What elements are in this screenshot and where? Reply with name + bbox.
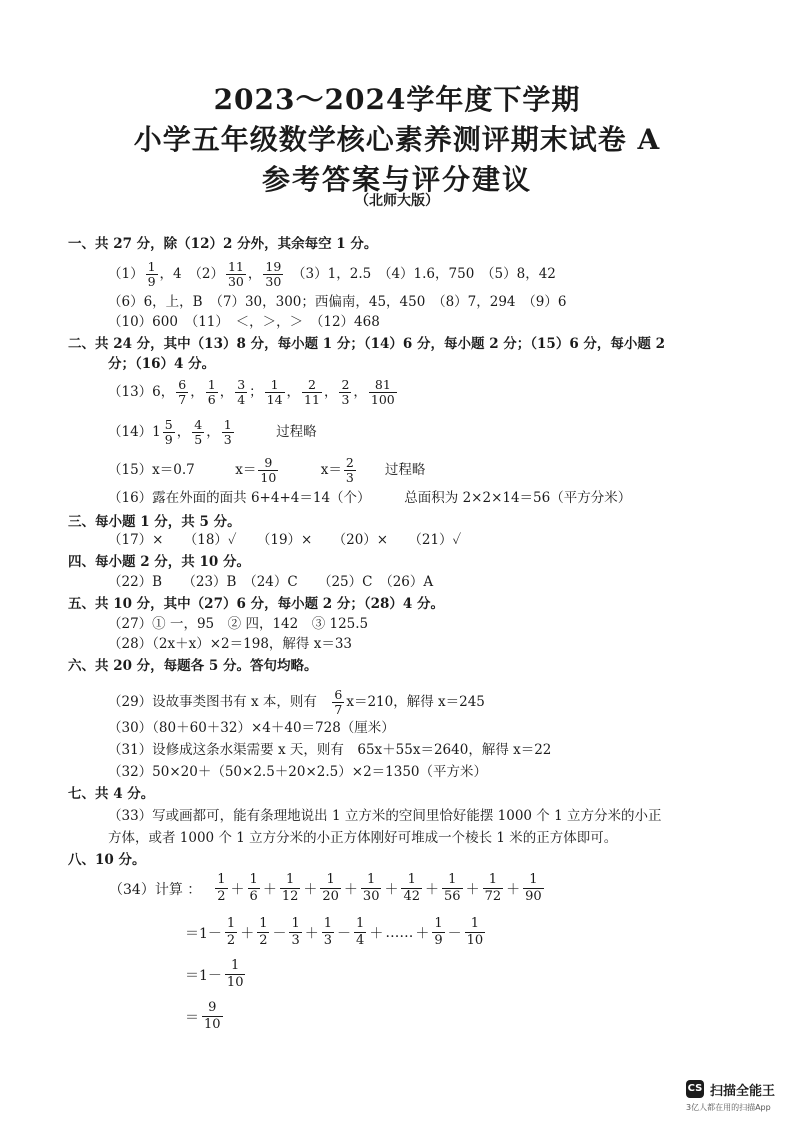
q15-answer bbox=[108, 456, 425, 485]
fraction: $\frac{1}{42}$ bbox=[403, 872, 421, 904]
q15-x: x＝ bbox=[320, 462, 342, 478]
q28-answer: （28）（2x＋x）×2＝198，解得 x＝33 bbox=[108, 636, 352, 652]
q33-line-2: 方体，或者 1000 个 1 立方分米的小正方体刚好可堆成一个棱长 1 米的正方体即可。 bbox=[108, 830, 618, 846]
fraction: $\frac{1}{90}$ bbox=[525, 872, 542, 904]
q14-label: （14）1 bbox=[108, 424, 161, 440]
section-1-title: 一、共 27 分，除（12）2 分外，其余每空 1 分。 bbox=[68, 236, 378, 252]
q14-note: 过程略 bbox=[276, 424, 317, 440]
section-3-title: 三、每小题 1 分，共 5 分。 bbox=[68, 514, 241, 530]
q16-answer: （16）露在外面的面共 6+4+4＝14（个） 总面积为 2×2×14＝56（平方分米） bbox=[108, 490, 632, 506]
section-7-title: 七、共 4 分。 bbox=[68, 786, 155, 802]
q2-label: （2） bbox=[195, 266, 224, 282]
fraction: $\frac{1}{3}$ bbox=[291, 916, 300, 948]
fraction: $\frac{1}{30}$ bbox=[362, 872, 380, 904]
fraction: $\frac{1}{3}$ bbox=[323, 916, 333, 948]
page-title-exam: 小学五年级数学核心素养测评期末试卷 A bbox=[133, 123, 661, 156]
page-title-year: 2023～2024学年度下学期 bbox=[213, 83, 581, 116]
fraction: $\frac{1}{10}$ bbox=[226, 958, 244, 990]
q34-line-3: ＝1－ $\frac{1}{10}$ bbox=[185, 958, 244, 990]
q5-answer: （5）8，42 bbox=[487, 266, 556, 282]
fraction: $\frac{11}{30}$ bbox=[227, 259, 244, 289]
section-8-title: 八、10 分。 bbox=[68, 852, 146, 868]
q13-label: （13）6， bbox=[108, 384, 175, 400]
edition-label: （北师大版） bbox=[355, 193, 439, 209]
q15-label: （15）x＝0.7 bbox=[108, 462, 195, 478]
fraction: $\frac{1}{20}$ bbox=[322, 872, 339, 904]
q34-label: （34）计算 ： bbox=[109, 881, 202, 898]
q15-x: x＝ bbox=[235, 462, 257, 478]
q27-answer: （27）① 一，95 ② 四，142 ③ 125.5 bbox=[108, 616, 369, 632]
fraction: $\frac{1}{6}$ bbox=[207, 377, 216, 407]
q29-answer bbox=[108, 688, 485, 717]
section-1-row-3: （10）600 （11） ＜，＞，＞ （12）468 bbox=[108, 314, 380, 330]
q15-note: 过程略 bbox=[384, 462, 426, 478]
q30-answer: （30）（80＋60＋32）×4＋40＝728（厘米） bbox=[108, 720, 395, 736]
fraction: $\frac{19}{30}$ bbox=[265, 259, 282, 289]
q29-text: （29）设故事类图书有 x 本，则有 bbox=[108, 694, 317, 710]
fraction: $\frac{1}{9}$ bbox=[434, 916, 443, 948]
fraction: $\frac{1}{2}$ bbox=[217, 872, 226, 904]
fraction: $\frac{1}{2}$ bbox=[226, 916, 236, 948]
watermark-tagline: 3亿人都在用的扫描App bbox=[686, 1103, 771, 1112]
section-4-answers: （22）B （23）B （24）C （25）C （26）A bbox=[108, 574, 434, 590]
fraction: $\frac{9}{10}$ bbox=[204, 1000, 221, 1032]
fraction: $\frac{3}{4}$ bbox=[237, 377, 246, 407]
fraction: $\frac{1}{72}$ bbox=[484, 872, 502, 904]
section-1-row-1: （1） $\frac{1}{9}$ ，4 （2） $\frac{11}{30}$ ， $\frac{19}{30}$ （3）1，2.5 （4）1.6，750 （5）8，42 bbox=[108, 259, 556, 289]
fraction: $\frac{1}{2}$ bbox=[259, 916, 268, 948]
section-2-title-cont: 分；（16）4 分。 bbox=[108, 356, 216, 372]
q34-line-1: （34）计算 ： $\frac{1}{2}$ ＋ $\frac{1}{6}$ ＋ $\frac{1}{12}$ ＋ $\frac{1}{20}$ ＋ $\frac{1}{30}$ ＋ $\frac{1}{42}$ ＋ $\frac{1}{56}$ ＋ $\frac{1}{72}$ ＋ $\frac{1}{90}$ bbox=[109, 872, 542, 904]
q34-line-4: ＝ $\frac{9}{10}$ bbox=[185, 1000, 221, 1032]
q1-label: （1） bbox=[108, 266, 144, 282]
fraction: $\frac{1}{14}$ bbox=[266, 377, 283, 407]
fraction: $\frac{2}{11}$ bbox=[304, 377, 320, 407]
fraction: $\frac{9}{10}$ bbox=[260, 455, 277, 485]
section-2-title: 二、共 24 分，其中（13）8 分，每小题 1 分；（14）6 分，每小题 2 分；（15）6 分，每小题 2 bbox=[68, 336, 666, 352]
page-title-answer-key: 参考答案与评分建议 bbox=[261, 163, 532, 196]
fraction: $\frac{2}{3}$ bbox=[345, 455, 354, 485]
fraction: $\frac{81}{100}$ bbox=[370, 377, 395, 407]
q4-answer: （4）1.6，750 bbox=[384, 266, 475, 282]
fraction: $\frac{1}{6}$ bbox=[249, 872, 258, 904]
section-6-title: 六、共 20 分，每题各 5 分。答句均略。 bbox=[68, 658, 318, 674]
q32-answer: （32）50×20＋（50×2.5＋20×2.5）×2＝1350（平方米） bbox=[108, 764, 488, 780]
section-1-row-2: （6）6，上，B （7）30，300；西偏南，45，450 （8）7，294 （9）6 bbox=[108, 294, 567, 310]
fraction: $\frac{4}{5}$ bbox=[194, 417, 203, 447]
watermark-brand: 扫描全能王 bbox=[710, 1084, 776, 1099]
fraction: $\frac{1}{12}$ bbox=[281, 872, 299, 904]
fraction: $\frac{1}{10}$ bbox=[466, 916, 484, 948]
q29-result: x＝210，解得 x＝245 bbox=[346, 694, 485, 710]
q13-answer: （13）6， $\frac{6}{7}$ ， $\frac{1}{6}$ ， $\frac{3}{4}$ ； $\frac{1}{14}$ ， $\frac{2}{11}$ ， $\frac{2}{3}$ ， $\frac{81}{100}$ bbox=[108, 377, 395, 407]
section-3-answers: （17）× （18）✓ （19）× （20）× （21）✓ bbox=[108, 532, 462, 548]
q33-line-1: （33）写或画都可，能有条理地说出 1 立方米的空间里恰好能摆 1000 个 1 立方分米的小正 bbox=[108, 808, 662, 824]
q31-answer: （31）设修成这条水渠需要 x 天，则有 65x＋55x＝2640，解得 x＝22 bbox=[108, 742, 552, 758]
fraction: $\frac{1}{56}$ bbox=[444, 872, 461, 904]
q1-tail: ，4 bbox=[159, 266, 182, 282]
fraction: $\frac{1}{3}$ bbox=[223, 417, 232, 447]
section-5-title: 五、共 10 分，其中（27）6 分，每小题 2 分；（28）4 分。 bbox=[68, 596, 444, 612]
q34-line-2: ＝1－ $\frac{1}{2}$ ＋ $\frac{1}{2}$ － $\frac{1}{3}$ ＋ $\frac{1}{3}$ － $\frac{1}{4}$ ＋ …… ＋ $\frac{1}{9}$ － $\frac{1}{10}$ bbox=[185, 916, 484, 948]
fraction: $\frac{6}{7}$ bbox=[178, 377, 187, 407]
fraction: $\frac{5}{9}$ bbox=[164, 417, 173, 447]
q3-answer: （3）1，2.5 bbox=[298, 266, 372, 282]
q14-answer: （14）1 $\frac{5}{9}$ ， $\frac{4}{5}$ ， $\frac{1}{3}$ 过程略 bbox=[108, 417, 317, 447]
fraction: $\frac{1}{4}$ bbox=[356, 916, 365, 948]
fraction: $\frac{1}{9}$ bbox=[147, 259, 156, 289]
section-4-title: 四、每小题 2 分，共 10 分。 bbox=[68, 554, 250, 570]
camscanner-logo: CS bbox=[686, 1080, 704, 1098]
fraction: $\frac{6}{7}$ bbox=[334, 687, 343, 717]
fraction: $\frac{2}{3}$ bbox=[341, 377, 350, 407]
